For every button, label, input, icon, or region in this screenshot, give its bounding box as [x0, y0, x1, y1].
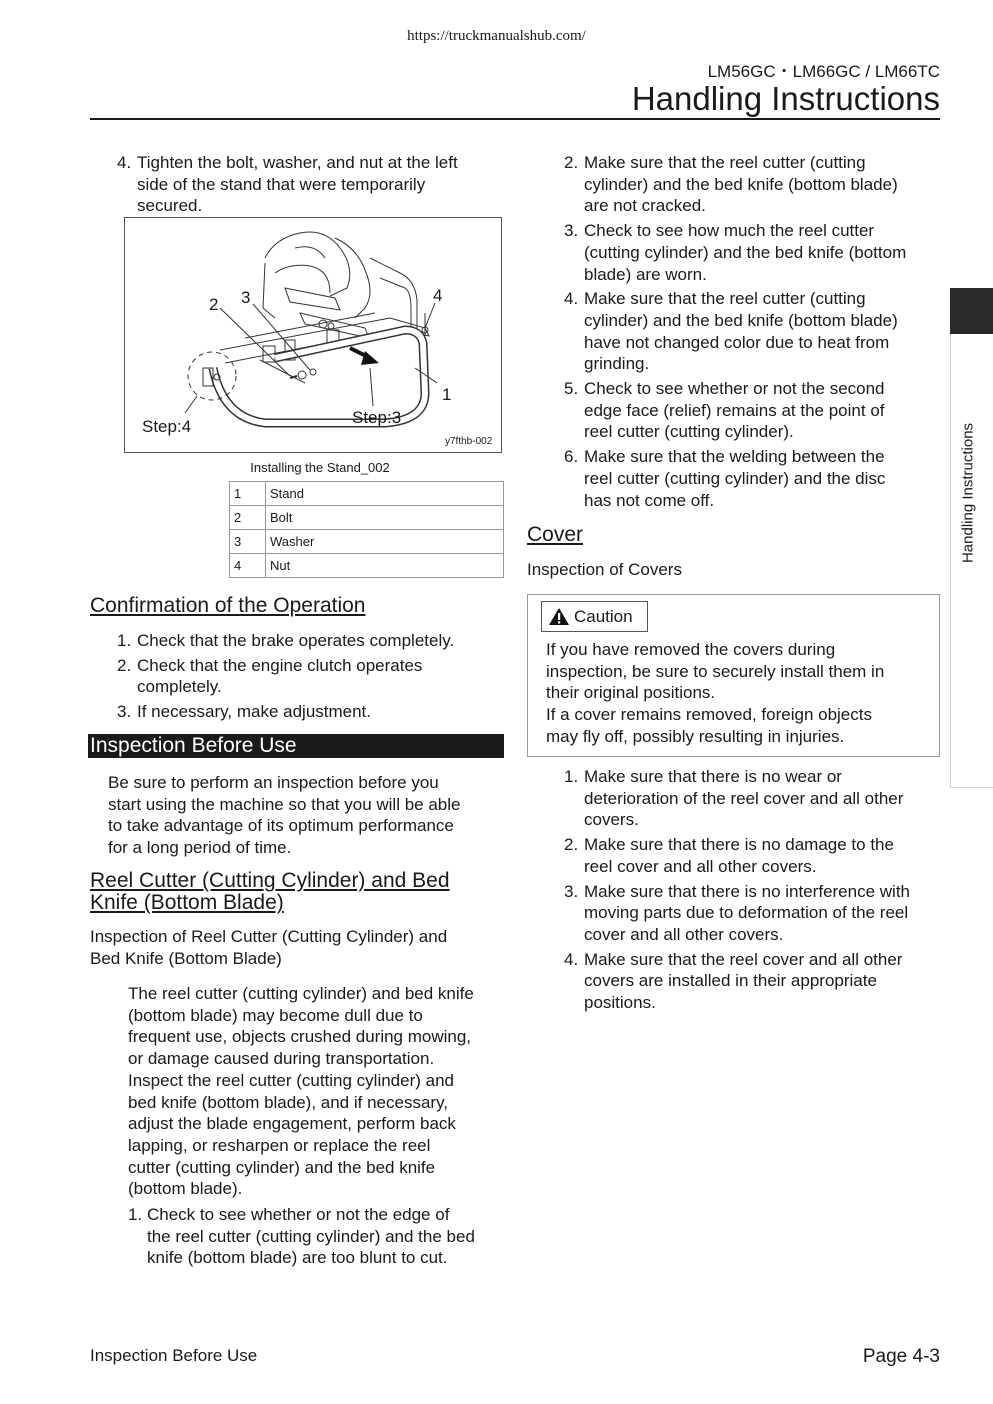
- cover-subheading: Inspection of Covers: [527, 560, 682, 579]
- text-line: bed knife (bottom blade), and if necessary,: [128, 1092, 449, 1112]
- model-number: LM56GC・LM66GC / LM66TC: [707, 62, 940, 81]
- text-line: Make sure that the welding between the: [584, 447, 885, 467]
- item-number: 2.: [564, 835, 579, 855]
- callout-3: 3: [241, 288, 251, 307]
- part-name: Bolt: [266, 506, 504, 530]
- text-line: frequent use, objects crushed during mowing,: [128, 1027, 472, 1047]
- text-line: Make sure that there is no wear or: [584, 767, 842, 786]
- list-item: [564, 152, 944, 217]
- text-line: If you have removed the covers during: [546, 640, 836, 659]
- text-line: If a cover remains removed, foreign objects: [546, 705, 872, 725]
- reel-check-list: [564, 152, 944, 511]
- caution-text: Caution: [574, 607, 633, 626]
- heading-line: Knife (Bottom Blade): [90, 891, 284, 914]
- item-number: 6.: [564, 447, 579, 467]
- text-line: completely.: [137, 677, 222, 697]
- item-number: 2.: [564, 153, 579, 172]
- list-item: [564, 834, 944, 877]
- text-line: their original positions.: [546, 683, 716, 703]
- cover-heading: Cover: [527, 523, 584, 546]
- part-name: Nut: [266, 554, 504, 578]
- text-line: lapping, or resharpen or replace the reel: [128, 1135, 431, 1155]
- item-number: 3.: [117, 702, 132, 722]
- reel-cutter-subheading: [90, 926, 510, 969]
- table-row: [230, 482, 504, 506]
- text-line: the reel cutter (cutting cylinder) and the bed: [147, 1226, 475, 1246]
- header-rule: [90, 118, 940, 120]
- list-item: [564, 949, 944, 1014]
- figure-caption: Installing the Stand_002: [250, 460, 390, 475]
- text-line: Tighten the bolt, washer, and nut at the left: [137, 153, 458, 172]
- text-line: positions.: [584, 993, 656, 1013]
- warning-triangle-icon: [548, 607, 570, 626]
- confirmation-list: [117, 630, 507, 723]
- text-line: covers.: [584, 810, 639, 830]
- item-number: 3.: [564, 221, 579, 241]
- text-line: knife (bottom blade) are too blunt to cut.: [147, 1248, 448, 1268]
- text-line: cylinder) and the bed knife (bottom blade): [584, 310, 898, 330]
- step-4-label: Step:4: [142, 417, 192, 436]
- part-name: Washer: [266, 530, 504, 554]
- item-number: 1.: [564, 767, 579, 786]
- text-line: deterioration of the reel cover and all other: [584, 788, 904, 808]
- text-line: side of the stand that were temporarily: [137, 174, 426, 194]
- text-line: reel cutter (cutting cylinder).: [584, 422, 794, 442]
- table-row: [230, 530, 504, 554]
- text-line: or damage caused during transportation.: [128, 1049, 435, 1069]
- caution-label: [541, 601, 648, 632]
- step-4-instruction: [117, 152, 507, 217]
- text-line: cutter (cutting cylinder) and the bed knife: [128, 1157, 436, 1177]
- text-line: have not changed color due to heat from: [584, 332, 890, 352]
- part-number: 2: [230, 506, 266, 530]
- step-3-label: Step:3: [352, 408, 402, 427]
- text-line: has not come off.: [584, 490, 715, 510]
- text-line: grinding.: [584, 354, 650, 374]
- text-line: Check to see whether or not the edge of: [147, 1205, 450, 1224]
- list-item: [564, 446, 944, 511]
- text-line: Bed Knife (Bottom Blade): [90, 948, 282, 968]
- item-number: 1.: [117, 631, 132, 650]
- heading-line: Reel Cutter (Cutting Cylinder) and Bed: [90, 869, 450, 892]
- text-line: reel cover and all other covers.: [584, 856, 817, 876]
- text-line: moving parts due to deformation of the reel: [584, 903, 909, 923]
- text-line: inspection, be sure to securely install them in: [546, 661, 885, 681]
- text-line: Check that the brake operates completely.: [137, 631, 455, 650]
- text-line: cover and all other covers.: [584, 924, 784, 944]
- caution-message: [546, 639, 936, 748]
- list-item: [564, 220, 944, 285]
- figure-code: y7fthb-002: [445, 436, 493, 447]
- text-line: blade) are worn.: [584, 264, 707, 284]
- text-line: secured.: [137, 196, 203, 216]
- text-line: may fly off, possibly resulting in injuries.: [546, 726, 845, 746]
- callout-4: 4: [433, 286, 443, 305]
- text-line: Inspect the reel cutter (cutting cylinder) and: [128, 1070, 454, 1090]
- text-line: Check to see how much the reel cutter: [584, 221, 875, 241]
- text-line: Be sure to perform an inspection before you: [108, 773, 439, 792]
- callout-1: 1: [442, 385, 452, 404]
- text-line: cylinder) and the bed knife (bottom blade): [584, 174, 898, 194]
- text-line: Make sure that the reel cutter (cutting: [584, 153, 866, 172]
- text-line: covers are installed in their appropriate: [584, 971, 877, 991]
- text-line: reel cutter (cutting cylinder) and the disc: [584, 468, 886, 488]
- text-line: Make sure that there is no damage to the: [584, 835, 894, 855]
- item-number: 4.: [564, 289, 579, 309]
- text-line: Check that the engine clutch operates: [137, 655, 423, 675]
- step-number: 4.: [117, 153, 132, 172]
- table-row: [230, 554, 504, 578]
- text-line: for a long period of time.: [108, 838, 292, 858]
- text-line: adjust the blade engagement, perform back: [128, 1114, 456, 1134]
- text-line: (bottom blade).: [128, 1179, 243, 1199]
- side-tab-label: Handling Instructions: [959, 422, 977, 564]
- list-item: [117, 701, 507, 723]
- part-number: 1: [230, 482, 266, 506]
- confirmation-heading: Confirmation of the Operation: [90, 594, 366, 617]
- text-line: Check to see whether or not the second: [584, 379, 885, 399]
- part-name: Stand: [266, 482, 504, 506]
- footer-section-name: Inspection Before Use: [90, 1346, 258, 1365]
- text-line: Make sure that the reel cutter (cutting: [584, 289, 866, 309]
- text-line: (bottom blade) may become dull due to: [128, 1005, 423, 1025]
- item-number: 2.: [117, 655, 132, 675]
- cover-check-list: [564, 766, 944, 1014]
- item-number: 1.: [128, 1205, 143, 1224]
- reel-check-item-1: [128, 1204, 508, 1269]
- text-line: to take advantage of its optimum performance: [108, 816, 454, 836]
- callout-2: 2: [209, 295, 219, 314]
- item-number: 3.: [564, 881, 579, 901]
- text-line: Make sure that the reel cover and all other: [584, 949, 903, 969]
- text-line: edge face (relief) remains at the point of: [584, 400, 885, 420]
- item-number: 5.: [564, 379, 579, 399]
- side-tab-marker: [950, 288, 993, 334]
- text-line: (cutting cylinder) and the bed knife (bottom: [584, 242, 907, 262]
- part-number: 3: [230, 530, 266, 554]
- side-tab-bottom-line: [950, 787, 993, 788]
- text-line: If necessary, make adjustment.: [137, 702, 372, 722]
- table-row: [230, 506, 504, 530]
- page-title: Handling Instructions: [631, 80, 940, 117]
- item-number: 4.: [564, 949, 579, 969]
- side-tab-line: [950, 288, 951, 788]
- part-number: 4: [230, 554, 266, 578]
- text-line: Make sure that there is no interference with: [584, 881, 910, 901]
- list-item: [117, 655, 507, 698]
- text-line: are not cracked.: [584, 196, 706, 216]
- list-item: [564, 766, 944, 831]
- list-item: [564, 881, 944, 946]
- text-line: start using the machine so that you will be able: [108, 794, 461, 814]
- text-line: Inspection of Reel Cutter (Cutting Cylinder) and: [90, 927, 448, 946]
- source-url: https://truckmanualshub.com/: [407, 28, 586, 44]
- inspection-intro: [108, 772, 508, 859]
- reel-cutter-heading: [90, 870, 510, 914]
- reel-cutter-paragraph: [128, 983, 508, 1200]
- stand-installation-figure: [124, 217, 502, 453]
- text-line: The reel cutter (cutting cylinder) and bed knife: [128, 984, 474, 1003]
- list-item: [564, 378, 944, 443]
- list-item: [117, 630, 507, 652]
- list-item: [564, 288, 944, 375]
- footer-page-number: Page 4-3: [862, 1346, 940, 1367]
- inspection-heading: Inspection Before Use: [88, 734, 504, 758]
- parts-table: [229, 481, 504, 578]
